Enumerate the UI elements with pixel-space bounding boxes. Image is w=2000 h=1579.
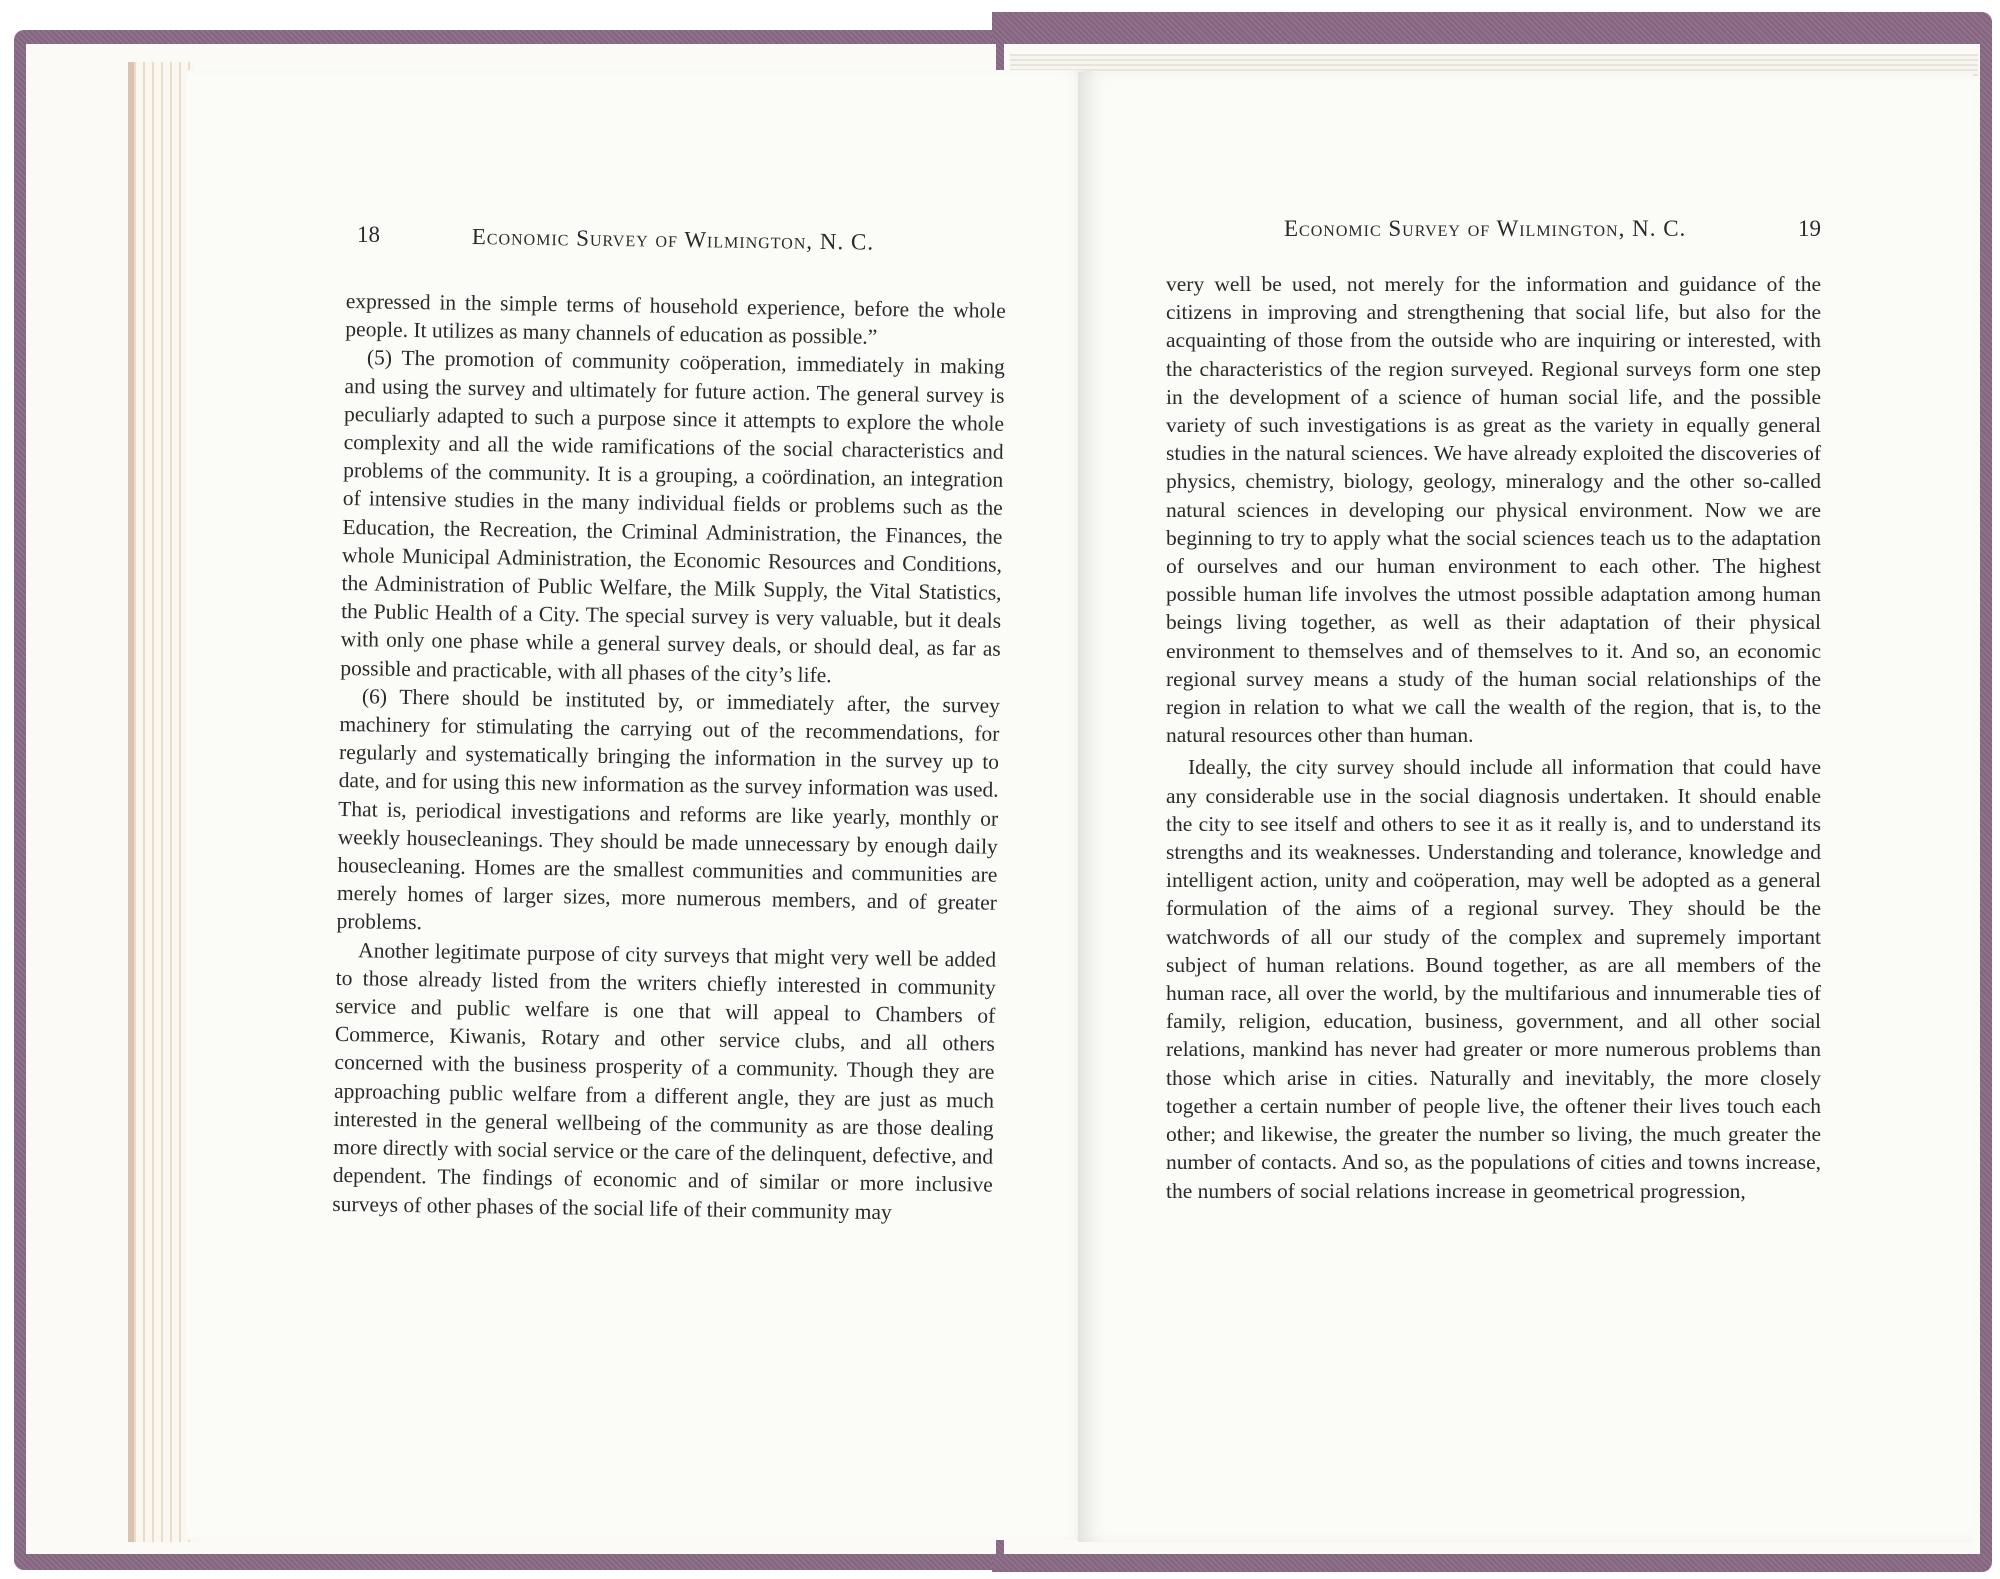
left-paragraph-2: (5) The promotion of community coöperation, immediately in making and using the survey and ultimately for future action. The general survey is peculiarly adapted to such a purpose since it attempts to explore the whole complexity and all the wide ramifications of the social characteristics and problems of the community. It is a grouping, a coördination, an integration of intensive studies in the many individual fields or problems such as the Education, the Recreation, the Criminal Administration, the Finances, the whole Municipal Administration, the Economic Resources and Conditions, the Administration of Public Welfare, the Milk Supply, the Vital Statistics, the Public Health of a City. The special survey is very valuable, but it deals with only one phase while a general survey deals, or should deal, as far as possible and practicable, with all phases of the city’s life.	[340, 345, 1006, 687]
right-running-head-text: Economic Survey of Wilmington, N. C.	[1284, 216, 1687, 241]
right-page-text	[1166, 270, 1821, 1205]
left-running-head-text: Economic Survey of Wilmington, N. C.	[471, 224, 875, 255]
right-paragraph-2: Ideally, the city survey should include all information that could have any considerable use in the social diagnosis undertaken. It should enable the city to see itself and others to see it as it really is, and to understand its strengths and its weaknesses. Understanding and tolerance, knowledge and intelligent action, unity and coöperation, may well be adopted as a general formulation of the aims of a regional survey. They should be the watchwords of all our study of the complex and supremely important subject of human relations. Bound together, as are all members of the human race, all over the world, by the multifarious and innumerable ties of family, religion, education, business, government, and all other social relations, mankind has never had greater or more numerous problems than those which arise in cities. Naturally and inevitably, the more closely together a certain number of people live, the oftener their lives touch each other; and likewise, the greater the number so living, the much greater the number of contacts. And so, as the populations of cities and towns increase, the numbers of social relations increase in geometrical progression,	[1166, 755, 1821, 1203]
left-paragraph-3: (6) There should be instituted by, or immediately after, the survey machinery for stimulating the carrying out of the recommendations, for regularly and systematically bringing the information in the survey up to date, and for using this new information as the survey information was used. That is, periodical investigations and reforms are like yearly, monthly or weekly housecleanings. They should be made unnecessary by enough daily housecleaning. Homes are the smallest communities and communities are merely homes of larger sizes, more numerous members, and of greater problems.	[336, 684, 1001, 935]
left-page-text	[332, 287, 1006, 1227]
left-paragraph-1: expressed in the simple terms of household experience, before the whole people. It utilizes as many channels of education as possible.”	[345, 288, 1006, 350]
left-paragraph-4: Another legitimate purpose of city surveys that might very well be added to those already listed from the writers chiefly interested in community service and public welfare is one that will appeal to Chambers of Commerce, Kiwanis, Rotary and other service clubs, and all others concerned with the business prosperity of a community. Though they are approaching public welfare from a different angle, they are just as much interested in the general wellbeing of the community as are those dealing more directly with social service or the care of the delinquent, defective, and dependent. The findings of economic and of similar or more inclusive surveys of other phases of the social life of their community may	[332, 937, 997, 1224]
right-running-head	[1284, 216, 1686, 242]
right-paragraph-1: very well be used, not merely for the information and guidance of the citizens in improving and strengthening that social life, but also for the acquainting of those from the outside who are inquiring or interested, with the characteristics of the region surveyed. Regional surveys form one step in the development of a science of human social life, and the possible variety of such investigations is as great as the variety in equally general studies in the natural sciences. We have already exploited the discoveries of physics, chemistry, biology, geology, mineralogy and the other so-called natural sciences in developing our physical environment. Now we are beginning to try to apply what the social sciences teach us to the adaptation of ourselves and our human environment to each other. The highest possible human life involves the utmost possible adaptation among human beings living together, as well as their adaptation of their physical environment to themselves and of themselves to it. And so, an economic regional survey means a study of the human social relationships of the region in relation to what we call the wealth of the region, that is, to the natural resources other than human.	[1166, 272, 1821, 748]
page-edges-left	[128, 62, 194, 1542]
right-page-number: 19	[1798, 216, 1821, 241]
left-page-number: 18	[357, 222, 380, 247]
